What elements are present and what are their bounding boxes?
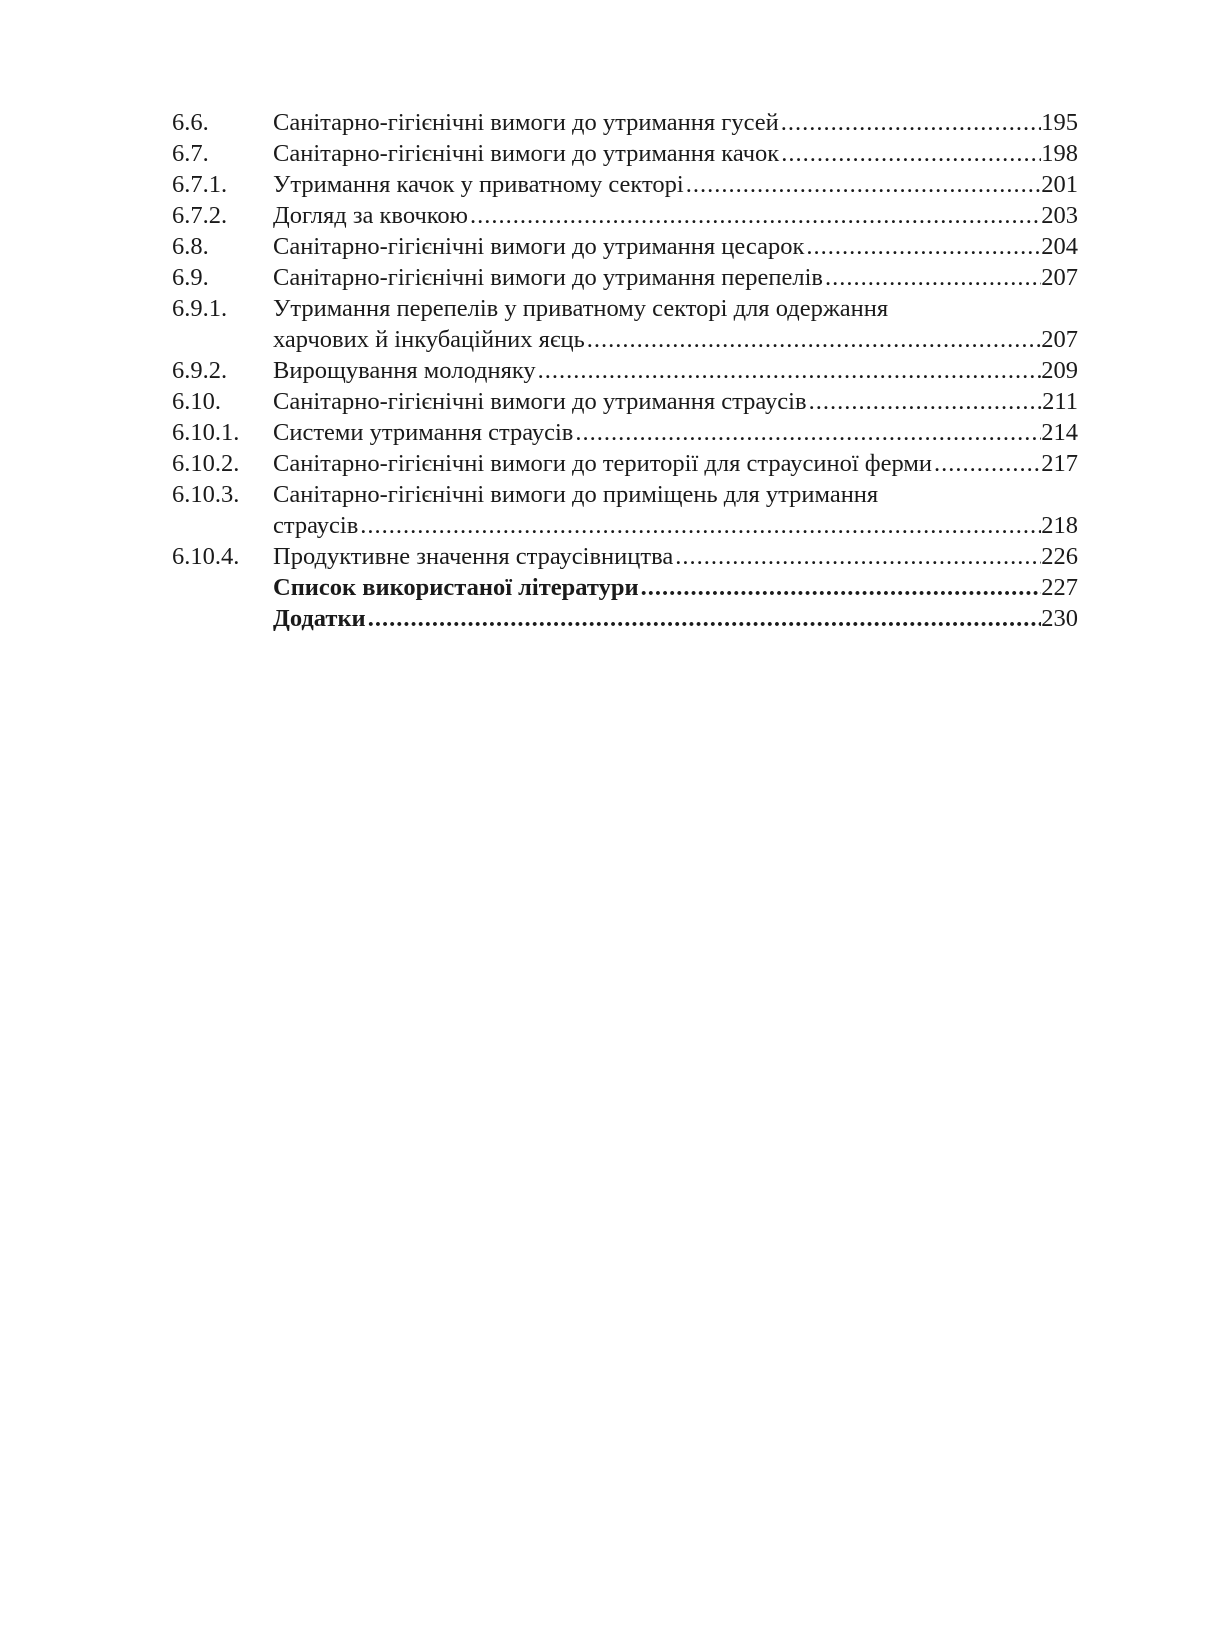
- toc-entry-page: 211: [1042, 388, 1078, 415]
- dot-leader: [366, 603, 1042, 634]
- toc-entry-6-9-2: [172, 355, 1078, 386]
- toc-entry-page: 195: [1041, 109, 1078, 136]
- toc-entry-number: 6.10.3.: [172, 481, 240, 508]
- toc-entry-title: Санітарно-гігієнічні вимоги до утримання страусів: [273, 388, 807, 415]
- toc-entry-title: Санітарно-гігієнічні вимоги до утримання гусей: [273, 109, 779, 136]
- toc-entry-title: Санітарно-гігієнічні вимоги до утримання перепелів: [273, 264, 823, 291]
- dot-leader: [358, 510, 1041, 541]
- toc-entry-page: 227: [1041, 574, 1078, 601]
- toc-entry-number: 6.8.: [172, 233, 209, 260]
- toc-entry-title: Додатки: [273, 605, 366, 632]
- toc-entry-6-8: [172, 231, 1078, 262]
- toc-entry-number: 6.9.2.: [172, 357, 228, 384]
- toc-entry-title: Утримання качок у приватному секторі: [273, 171, 684, 198]
- toc-entry-6-9: [172, 262, 1078, 293]
- toc-entry-page: 218: [1041, 512, 1078, 539]
- toc-entry-title: Вирощування молодняку: [273, 357, 536, 384]
- toc-entry-6-7: [172, 138, 1078, 169]
- toc-entry-6-10-4: [172, 541, 1078, 572]
- toc-entry-number: 6.7.2.: [172, 202, 228, 229]
- dot-leader: [823, 262, 1041, 293]
- toc-entry-page: 226: [1041, 543, 1078, 570]
- toc-entry-6-10-1: [172, 417, 1078, 448]
- dot-leader: [932, 448, 1041, 479]
- dot-leader: [639, 572, 1042, 603]
- toc-entry-number: 6.10.4.: [172, 543, 240, 570]
- dot-leader: [573, 417, 1041, 448]
- toc-entry-6-9-1: [172, 293, 1078, 355]
- dot-leader: [804, 231, 1041, 262]
- toc-entry-title: Санітарно-гігієнічні вимоги до території для страусиної ферми: [273, 450, 933, 477]
- toc-entry-6-10-2: [172, 448, 1078, 479]
- toc-entry-references: [172, 572, 1078, 603]
- toc-entry-page: 207: [1041, 326, 1078, 353]
- toc-entry-6-10-3: [172, 479, 1078, 541]
- toc-entry-page: 198: [1041, 140, 1078, 167]
- toc-entry-number: 6.10.2.: [172, 450, 240, 477]
- dot-leader: [673, 541, 1041, 572]
- toc-entry-6-7-1: [172, 169, 1078, 200]
- toc-entry-number: 6.9.1.: [172, 295, 228, 322]
- toc-entry-page: 207: [1041, 264, 1078, 291]
- toc-entry-appendices: [172, 603, 1078, 634]
- toc-entry-title: харчових й інкубаційних яєць: [273, 326, 585, 353]
- dot-leader: [779, 138, 1041, 169]
- toc-entry-title: страусів: [273, 512, 359, 539]
- toc-entry-page: 204: [1041, 233, 1078, 260]
- toc-entry-number: 6.9.: [172, 264, 209, 291]
- toc-entry-title: Санітарно-гігієнічні вимоги до утримання качок: [273, 140, 780, 167]
- toc-entry-number: 6.10.: [172, 388, 221, 415]
- toc-entry-page: 203: [1041, 202, 1078, 229]
- toc-entry-title-line1: Утримання перепелів у приватному секторі для одержання: [273, 295, 889, 322]
- toc-entry-title: Список використаної літератури: [273, 574, 639, 601]
- toc-entry-title: Санітарно-гігієнічні вимоги до утримання цесарок: [273, 233, 805, 260]
- toc-entry-6-7-2: [172, 200, 1078, 231]
- toc-entry-6-10: [172, 386, 1078, 417]
- toc-entry-page: 230: [1041, 605, 1078, 632]
- toc-entry-number: 6.6.: [172, 109, 209, 136]
- toc-entry-6-6: [172, 107, 1078, 138]
- toc-entry-title: Продуктивне значення страусівництва: [273, 543, 674, 570]
- toc-entry-number: 6.10.1.: [172, 419, 240, 446]
- toc-entry-number: 6.7.: [172, 140, 209, 167]
- dot-leader: [468, 200, 1041, 231]
- toc-entry-page: 209: [1041, 357, 1078, 384]
- toc-entry-page: 201: [1041, 171, 1078, 198]
- toc-entry-page: 214: [1041, 419, 1078, 446]
- toc-entry-number: 6.7.1.: [172, 171, 228, 198]
- dot-leader: [684, 169, 1042, 200]
- toc-entry-title: Догляд за квочкою: [273, 202, 468, 229]
- dot-leader: [779, 107, 1041, 138]
- dot-leader: [585, 324, 1042, 355]
- dot-leader: [807, 386, 1043, 417]
- toc-entry-page: 217: [1041, 450, 1078, 477]
- toc-entry-title-line1: Санітарно-гігієнічні вимоги до приміщень для утримання: [273, 481, 879, 508]
- table-of-contents: [172, 107, 1078, 634]
- toc-entry-title: Системи утримання страусів: [273, 419, 574, 446]
- dot-leader: [536, 355, 1042, 386]
